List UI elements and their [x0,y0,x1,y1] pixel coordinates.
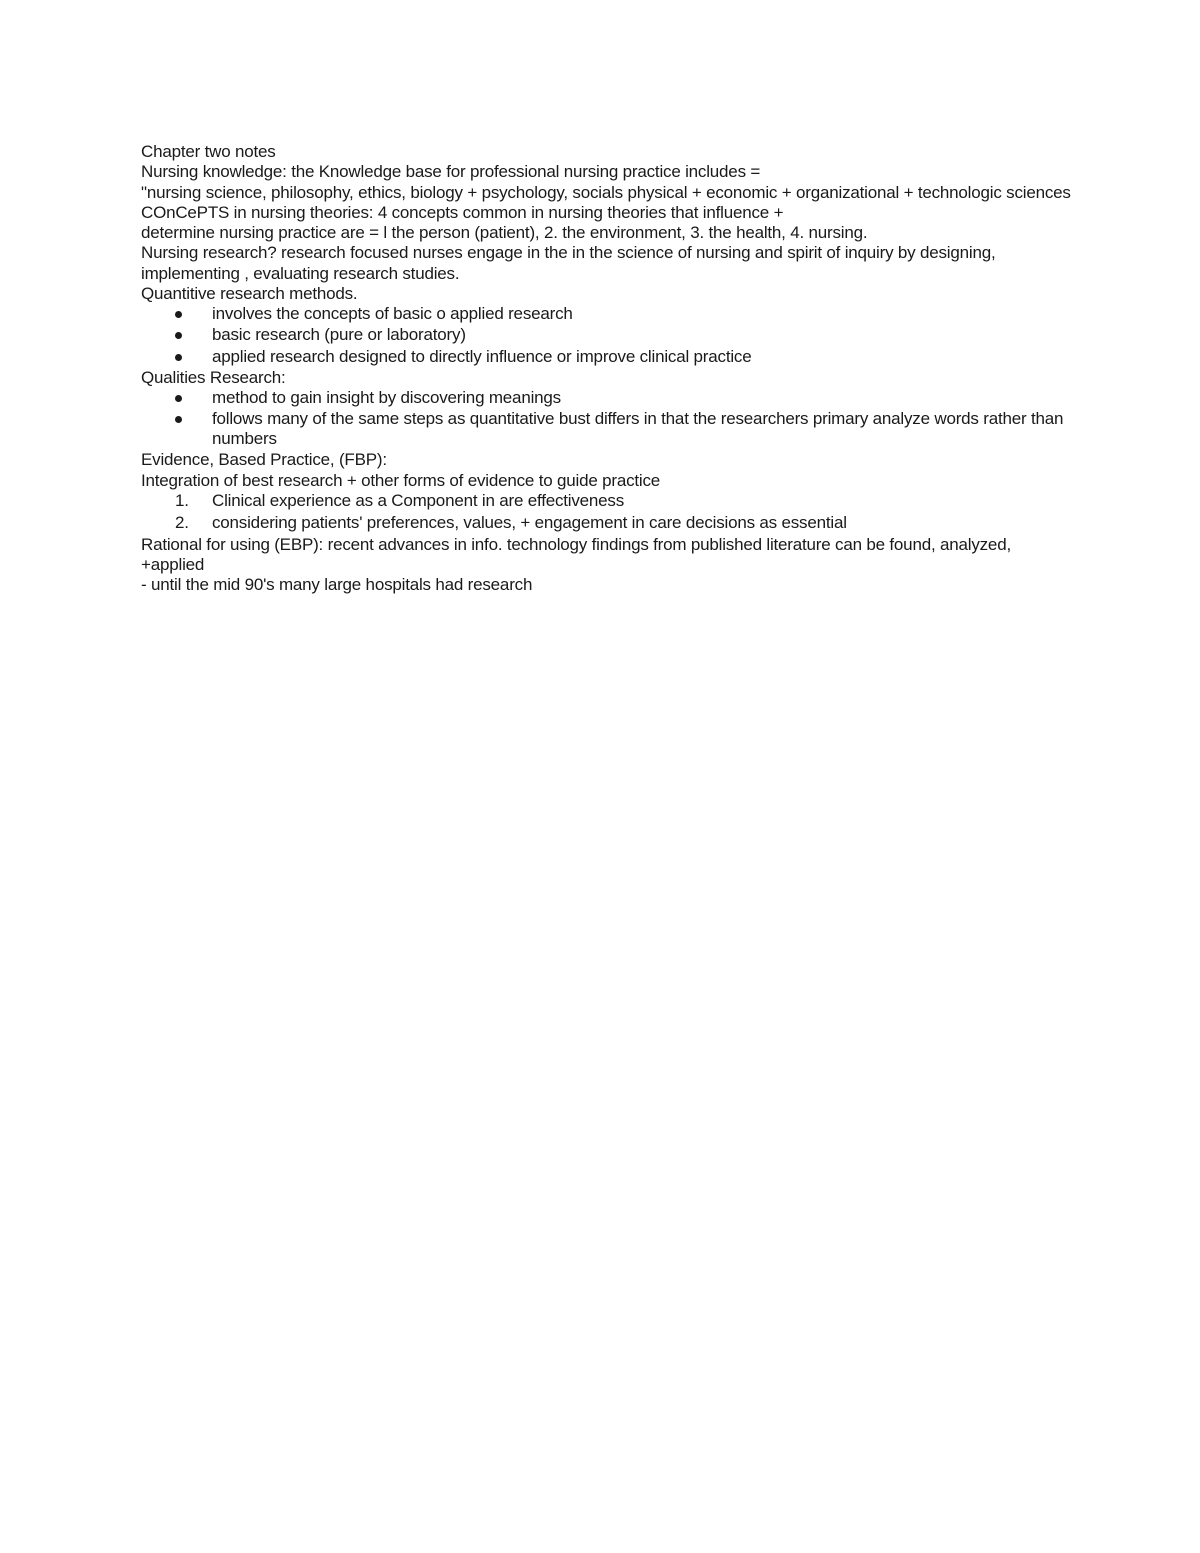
knowledge-line: Nursing knowledge: the Knowledge base for professional nursing practice includes = [141,162,761,182]
list-item-text: method to gain insight by discovering meanings [212,387,561,407]
list-item-text: follows many of the same steps as quantitative bust differs in that the researchers primary analyze words rather than numbers [212,409,1064,449]
list-item-text: Clinical experience as a Component in are effectiveness [212,491,625,511]
ebp-list [141,491,1071,533]
list-item-text: applied research designed to directly influence or improve clinical practice [212,346,752,366]
knowledge-list-line: "nursing science, philosophy, ethics, biology + psychology, socials physical + economic + organizational + technologic sciences [141,182,1071,202]
final-line: - until the mid 90's many large hospitals had research [141,575,533,595]
research-paragraph: Nursing research? research focused nurses engage in the in the science of nursing and spirit of inquiry by designing, implementing , evaluating research studies. [141,243,996,283]
list-item [141,409,1071,450]
bullet-icon [175,311,182,318]
bullet-icon [175,395,182,402]
list-item-text: considering patients' preferences, values, + engagement in care decisions as essential [212,512,847,532]
list-item [141,304,1071,324]
list-item-text: basic research (pure or laboratory) [212,325,466,345]
list-item [141,388,1071,408]
bullet-icon [175,354,182,361]
page-title: Chapter two notes [141,142,276,161]
list-item-text: involves the concepts of basic o applied research [212,304,573,324]
qualities-heading: Qualities Research: [141,367,286,387]
list-item [141,325,1071,345]
concepts-line: COnCePTS in nursing theories: 4 concepts common in nursing theories that influence + [141,202,784,222]
rational-paragraph: Rational for using (EBP): recent advances in info. technology findings from published literature can be found, analyzed, +applied [141,534,1011,574]
document-body [141,142,1071,596]
bullet-icon [175,416,182,423]
quantitive-heading: Quantitive research methods. [141,284,358,304]
list-number: 2. [175,512,189,532]
ebp-definition: Integration of best research + other forms of evidence to guide practice [141,470,661,490]
list-item [141,513,1071,533]
ebp-heading: Evidence, Based Practice, (FBP): [141,450,387,470]
quantitive-list [141,304,1071,366]
bullet-icon [175,332,182,339]
list-item [141,347,1071,367]
qualities-list [141,388,1071,450]
concepts-line-continued: determine nursing practice are = l the person (patient), 2. the environment, 3. the health, 4. nursing. [141,223,868,243]
list-item [141,491,1071,511]
list-number: 1. [175,491,189,511]
